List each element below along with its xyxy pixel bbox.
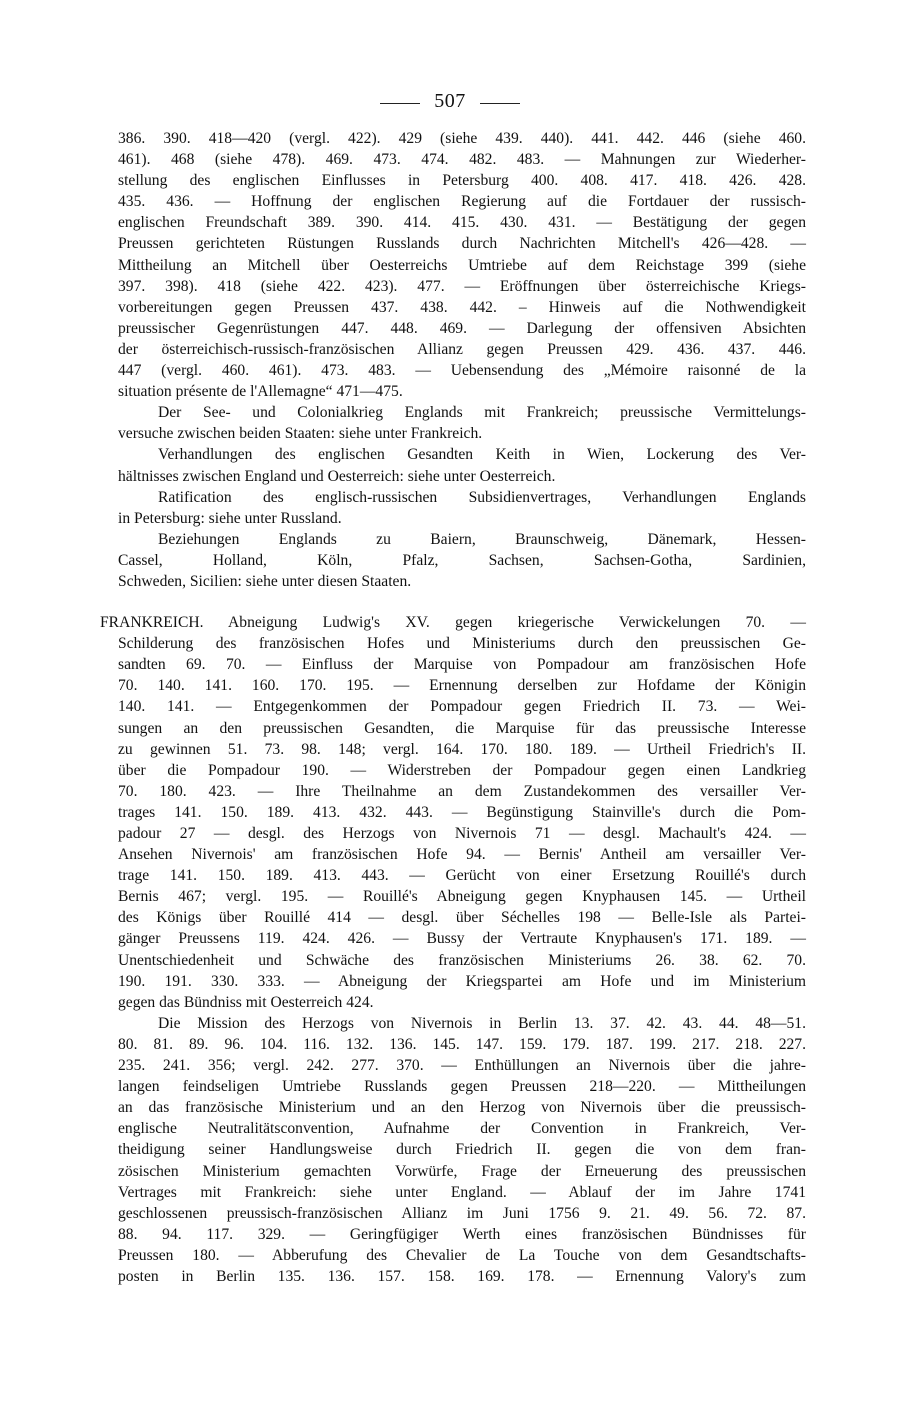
page-content <box>100 128 806 1287</box>
text-line: englische Neutralitätsconvention, Aufnahme der Convention in Frankreich, Ver- <box>118 1120 806 1138</box>
text-line: 70. 180. 423. — Ihre Theilnahme an dem Zustandekommen des versailler Ver- <box>118 782 806 800</box>
text-line: preussischer Gegenrüstungen 447. 448. 469. — Darlegung der offensiven Absichten <box>118 319 806 337</box>
text-line: situation présente de l'Allemagne“ 471—475. <box>118 383 403 401</box>
text-line: theidigung seiner Handlungsweise durch Friedrich II. gegen die von dem fran- <box>118 1141 806 1159</box>
text-line: Preussen 180. — Abberufung des Chevalier de La Touche von dem Gesandtschafts- <box>118 1246 806 1264</box>
text-line: 80. 81. 89. 96. 104. 116. 132. 136. 145. 147. 159. 179. 187. 199. 217. 218. 227. <box>118 1035 806 1053</box>
text-line: des Königs über Rouillé 414 — desgl. über Séchelles 198 — Belle-Isle als Partei- <box>118 909 806 927</box>
text-line: englischen Freundschaft 389. 390. 414. 415. 430. 431. — Bestätigung der gegen <box>118 214 806 232</box>
text-line: gänger Preussens 119. 424. 426. — Bussy der Vertraute Knyphausen's 171. 189. — <box>118 930 806 948</box>
text-line: langen feindseligen Umtriebe Russlands gegen Preussen 218—220. — Mittheilungen <box>118 1078 806 1096</box>
text-line: an das französische Ministerium und an den Herzog von Nivernois über die preussisch- <box>118 1099 806 1117</box>
text-line: Unentschiedenheit und Schwäche des französischen Ministeriums 26. 38. 62. 70. <box>118 951 806 969</box>
paragraph-beziehungen <box>118 529 806 592</box>
text-line: Ansehen Nivernois' am französischen Hofe 94. — Bernis' Antheil am versailler Ver- <box>118 846 806 864</box>
text-line: posten in Berlin 135. 136. 157. 158. 169. 178. — Ernennung Valory's zum <box>118 1267 806 1285</box>
text-line: sungen an den preussischen Gesandten, die Marquise für das preussische Interesse <box>118 719 806 737</box>
entry-frankreich <box>100 612 806 1013</box>
text-line: 447 (vergl. 460. 461). 473. 483. — Uebensendung des „Mémoire raisonné de la <box>118 362 806 380</box>
page-header <box>0 86 900 116</box>
text-line: hältnisses zwischen England und Oesterreich: siehe unter Oesterreich. <box>118 467 556 485</box>
text-line: Preussen gerichteten Rüstungen Russlands durch Nachrichten Mitchell's 426—428. — <box>118 235 806 253</box>
text-line: 386. 390. 418—420 (vergl. 422). 429 (siehe 439. 440). 441. 442. 446 (siehe 460. <box>118 130 806 147</box>
text-line: Verhandlungen des englischen Gesandten Keith in Wien, Lockerung des Ver- <box>158 446 806 464</box>
text-line: 88. 94. 117. 329. — Geringfügiger Werth eines französischen Bündnisses für <box>118 1225 806 1243</box>
section-gap <box>118 592 806 612</box>
paragraph-nivernois <box>118 1013 806 1287</box>
text-line: Beziehungen Englands zu Baiern, Braunschweig, Dänemark, Hessen- <box>158 530 806 548</box>
text-line: über die Pompadour 190. — Widerstreben der Pompadour gegen einen Landkrieg <box>118 761 806 779</box>
page-number: 507 <box>434 89 466 112</box>
text-line: vorbereitungen gegen Preussen 437. 438. 442. – Hinweis auf die Nothwendigkeit <box>118 298 806 316</box>
text-line: zu gewinnen 51. 73. 98. 148; vergl. 164. 170. 180. 189. — Urtheil Friedrich's II. <box>118 740 806 758</box>
text-line: trages 141. 150. 189. 413. 432. 443. — Begünstigung Stainville's durch die Pom- <box>118 803 806 821</box>
text-line: 140. 141. — Entgegenkommen der Pompadour gegen Friedrich II. 73. — Wei- <box>118 698 806 716</box>
text-line: 397. 398). 418 (siehe 422. 423). 477. — Eröffnungen über österreichische Kriegs- <box>118 277 806 295</box>
paragraph-keith <box>118 444 806 486</box>
text-line: Mittheilung an Mitchell über Oesterreichs Umtriebe auf dem Reichstage 399 (siehe <box>118 256 806 274</box>
text-line: 190. 191. 330. 333. — Abneigung der Kriegspartei am Hofe und im Ministerium <box>118 972 806 990</box>
header-rule-right <box>480 103 520 104</box>
text-line: 70. 140. 141. 160. 170. 195. — Ernennung derselben zur Hofdame der Königin <box>118 677 806 695</box>
text-line: Vertrages mit Frankreich: siehe unter England. — Ablauf der im Jahre 1741 <box>118 1183 806 1201</box>
paragraph-seekrieg <box>118 402 806 444</box>
text-line: zösischen Ministerium gemachten Vorwürfe, Frage der Erneuerung des preussischen <box>118 1162 806 1180</box>
text-line: gegen das Bündniss mit Oesterreich 424. <box>118 993 374 1011</box>
text-line: Schilderung des französischen Hofes und Ministeriums durch den preussischen Ge- <box>118 635 806 653</box>
text-line: 235. 241. 356; vergl. 242. 277. 370. — Enthüllungen an Nivernois über die jahre- <box>118 1057 806 1075</box>
text-line: Die Mission des Herzogs von Nivernois in Berlin 13. 37. 42. 43. 44. 48—51. <box>158 1014 806 1032</box>
paragraph-ratification <box>118 487 806 529</box>
text-line: Bernis 467; vergl. 195. — Rouillé's Abneigung gegen Knyphausen 145. — Urtheil <box>118 888 806 906</box>
text-line: der österreichisch-russisch-französischen Allianz gegen Preussen 429. 436. 437. 446. <box>118 340 806 358</box>
text-line: 435. 436. — Hoffnung der englischen Regierung auf die Fortdauer der russisch- <box>118 193 806 211</box>
text-line: trage 141. 150. 189. 413. 443. — Gerücht von einer Ersetzung Rouillé's durch <box>118 867 806 885</box>
header-rule-left <box>380 103 420 104</box>
text-line: Schweden, Sicilien: siehe unter diesen Staaten. <box>118 572 412 590</box>
text-line: FRANKREICH. Abneigung Ludwig's XV. gegen kriegerische Verwickelungen 70. — <box>100 614 806 632</box>
text-line: in Petersburg: siehe unter Russland. <box>118 509 342 527</box>
text-line: geschlossenen preussisch-französischen Allianz im Juni 1756 9. 21. 49. 56. 72. 87. <box>118 1204 806 1222</box>
text-line: 461). 468 (siehe 478). 469. 473. 474. 482. 483. — Mahnungen zur Wiederher- <box>118 151 806 169</box>
text-line: Cassel, Holland, Köln, Pfalz, Sachsen, Sachsen-Gotha, Sardinien, <box>118 551 806 569</box>
text-line: sandten 69. 70. — Einfluss der Marquise von Pompadour am französischen Hofe <box>118 656 806 674</box>
text-line: Ratification des englisch-russischen Subsidienvertrages, Verhandlungen Englands <box>158 488 806 506</box>
text-line: stellung des englischen Einflusses in Petersburg 400. 408. 417. 418. 426. 428. <box>118 172 806 190</box>
text-line: versuche zwischen beiden Staaten: siehe unter Frankreich. <box>118 425 483 443</box>
text-line: padour 27 — desgl. des Herzogs von Nivernois 71 — desgl. Machault's 424. — <box>118 825 806 842</box>
england-continuation <box>118 128 806 402</box>
text-line: Der See- und Colonialkrieg Englands mit Frankreich; preussische Vermittelungs- <box>158 404 806 422</box>
